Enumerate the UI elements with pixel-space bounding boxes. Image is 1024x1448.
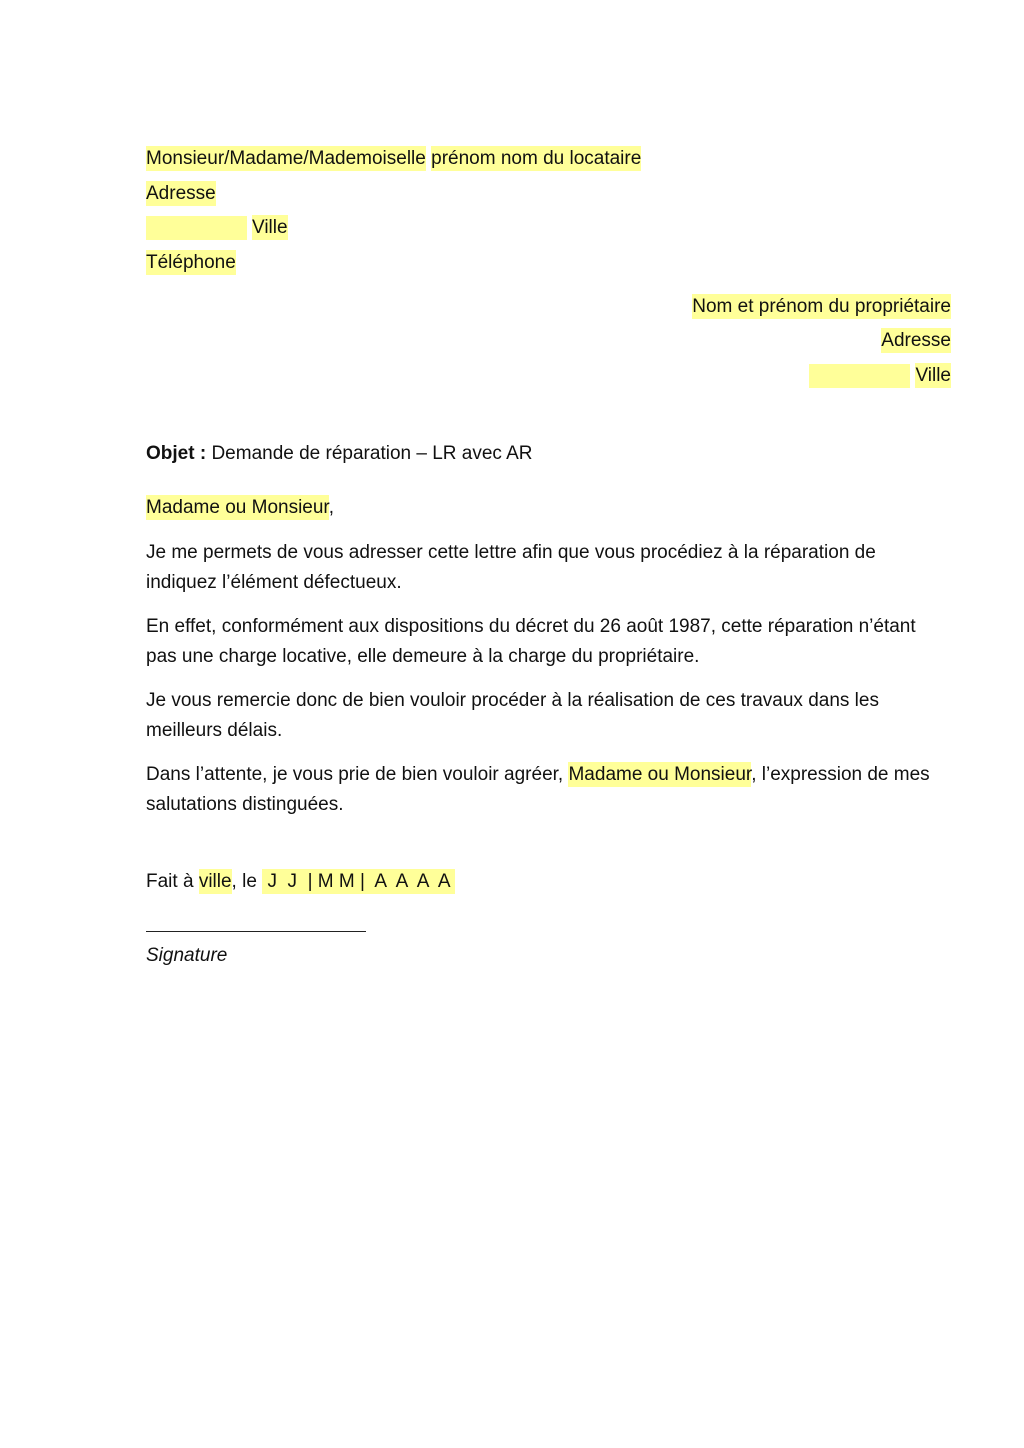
closing-city: ville (198, 871, 232, 892)
greeting-salutation: Madame ou Monsieur (146, 497, 329, 518)
owner-address-line (881, 329, 951, 353)
body-paragraph-4 (146, 760, 936, 819)
signature-label: Signature (146, 945, 228, 966)
place-date-line (146, 870, 455, 894)
tenant-name-line (146, 147, 641, 171)
p4-after: , l’expression de mes salutations distinguées. (146, 764, 930, 815)
body-paragraph-2: En effet, conformément aux dispositions du décret du 26 août 1987, cette réparation n’étant pas une charge locative, elle demeure à la charge du propriétaire. (146, 616, 916, 667)
owner-address: Adresse (881, 330, 951, 351)
tenant-title-placeholder: Monsieur/Madame/Mademoiselle (146, 148, 426, 169)
p4-salutation: Madame ou Monsieur (568, 764, 752, 785)
owner-city: Ville (915, 365, 951, 387)
tenant-postcode-blank (146, 216, 247, 240)
greeting-punct: , (328, 497, 334, 518)
owner-postcode-blank (809, 364, 910, 388)
tenant-phone-line (146, 251, 236, 275)
subject-line (146, 442, 533, 466)
body-paragraph-3: Je vous remercie donc de bien vouloir procéder à la réalisation de ces travaux dans les meilleurs délais. (146, 690, 879, 741)
signature-line (146, 931, 366, 932)
owner-name: Nom et prénom du propriétaire (692, 296, 951, 317)
owner-name-line (692, 295, 951, 319)
owner-city-line (809, 364, 951, 388)
greeting-line (146, 496, 334, 520)
subject-label: Objet : (146, 443, 207, 464)
date-placeholder: J J | M M | A A A A (262, 871, 455, 892)
body-paragraph-1: Je me permets de vous adresser cette lettre afin que vous procédiez à la réparation de indiquez l’élément défectueux. (146, 542, 876, 593)
tenant-city: Ville (252, 217, 288, 239)
tenant-phone: Téléphone (146, 252, 236, 273)
tenant-address-line (146, 182, 216, 206)
le-label: , le (231, 871, 263, 892)
subject-text: Demande de réparation – LR avec AR (211, 443, 533, 464)
tenant-city-line (146, 216, 288, 240)
tenant-name-placeholder: prénom nom du locataire (431, 148, 642, 169)
p4-before: Dans l’attente, je vous prie de bien vouloir agréer, (146, 764, 569, 785)
fait-a-label: Fait à (146, 871, 199, 892)
tenant-address: Adresse (146, 183, 216, 204)
